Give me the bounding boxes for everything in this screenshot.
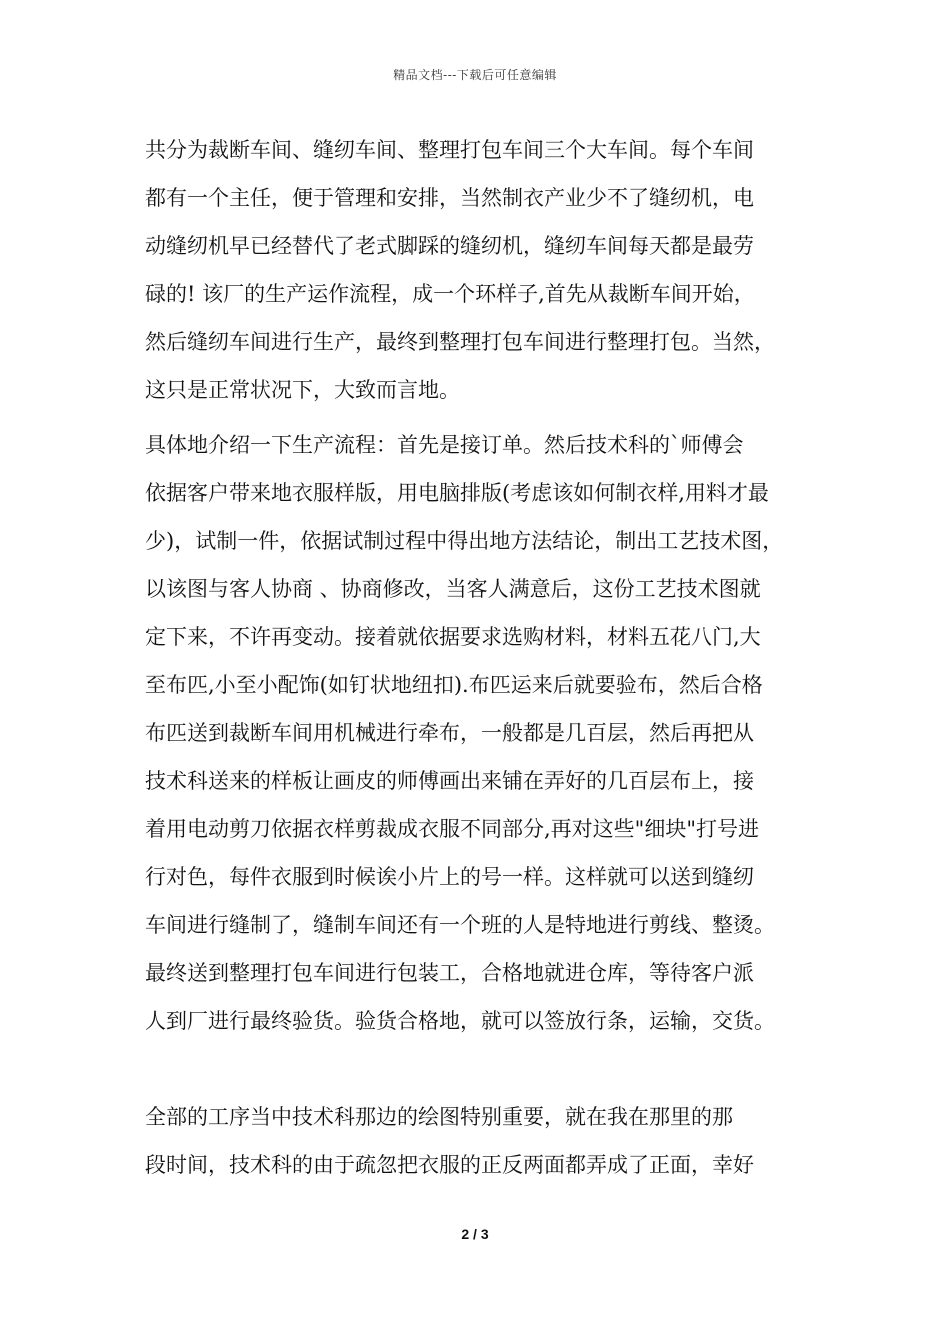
text-line: 车间进行缝制了，缝制车间还有一个班的人是特地进行剪线、整烫。	[145, 913, 775, 937]
page-header: 精品文档---下载后可任意编辑	[393, 68, 557, 82]
text-line: 这只是正常状况下，大致而言地。	[145, 378, 460, 402]
text-line: 依据客户带来地衣服样版，用电脑排版(考虑该如何制衣样,用料才最	[145, 481, 769, 505]
text-line: 布匹送到裁断车间用机械进行牵布，一般都是几百层，然后再把从	[145, 721, 754, 745]
text-line: 人到厂进行最终验货。验货合格地，就可以签放行条，运输，交货。	[145, 1009, 775, 1033]
text-line: 都有一个主任，便于管理和安排，当然制衣产业少不了缝纫机，电	[145, 186, 754, 210]
text-line: 定下来，不许再变动。接着就依据要求选购材料，材料五花八门,大	[145, 625, 761, 649]
text-line: 最终送到整理打包车间进行包装工，合格地就进仓库，等待客户派	[145, 961, 754, 985]
text-line: 行对色，每件衣服到时候诶小片上的号一样。这样就可以送到缝纫	[145, 865, 754, 889]
text-line: 具体地介绍一下生产流程：首先是接订单。然后技术科的`师傅会	[145, 433, 744, 457]
text-line: 至布匹,小至小配饰(如钉状地纽扣).布匹运来后就要验布，然后合格	[145, 673, 763, 697]
text-line: 共分为裁断车间、缝纫车间、整理打包车间三个大车间。每个车间	[145, 138, 754, 162]
text-line: 以该图与客人协商 、协商修改，当客人满意后，这份工艺技术图就	[145, 577, 761, 601]
page-number: 2 / 3	[461, 1226, 489, 1242]
text-line: 段时间，技术科的由于疏忽把衣服的正反两面都弄成了正面，幸好	[145, 1153, 754, 1177]
text-line: 技术科送来的样板让画皮的师傅画出来铺在弄好的几百层布上，接	[145, 769, 754, 793]
text-line: 动缝纫机早已经替代了老式脚踩的缝纫机，缝纫车间每天都是最劳	[145, 234, 754, 258]
text-line: 全部的工序当中技术科那边的绘图特别重要，就在我在那里的那	[145, 1105, 733, 1129]
text-line: 着用电动剪刀依据衣样剪裁成衣服不同部分,再对这些"细块"打号进	[145, 817, 759, 841]
text-line: 少)，试制一件，依据试制过程中得出地方法结论，制出工艺技术图，	[145, 529, 784, 553]
text-line: 碌的! 该厂的生产运作流程，成一个环样子,首先从裁断车间开始，	[145, 282, 755, 306]
text-line: 然后缝纫车间进行生产，最终到整理打包车间进行整理打包。当然，	[145, 330, 775, 354]
